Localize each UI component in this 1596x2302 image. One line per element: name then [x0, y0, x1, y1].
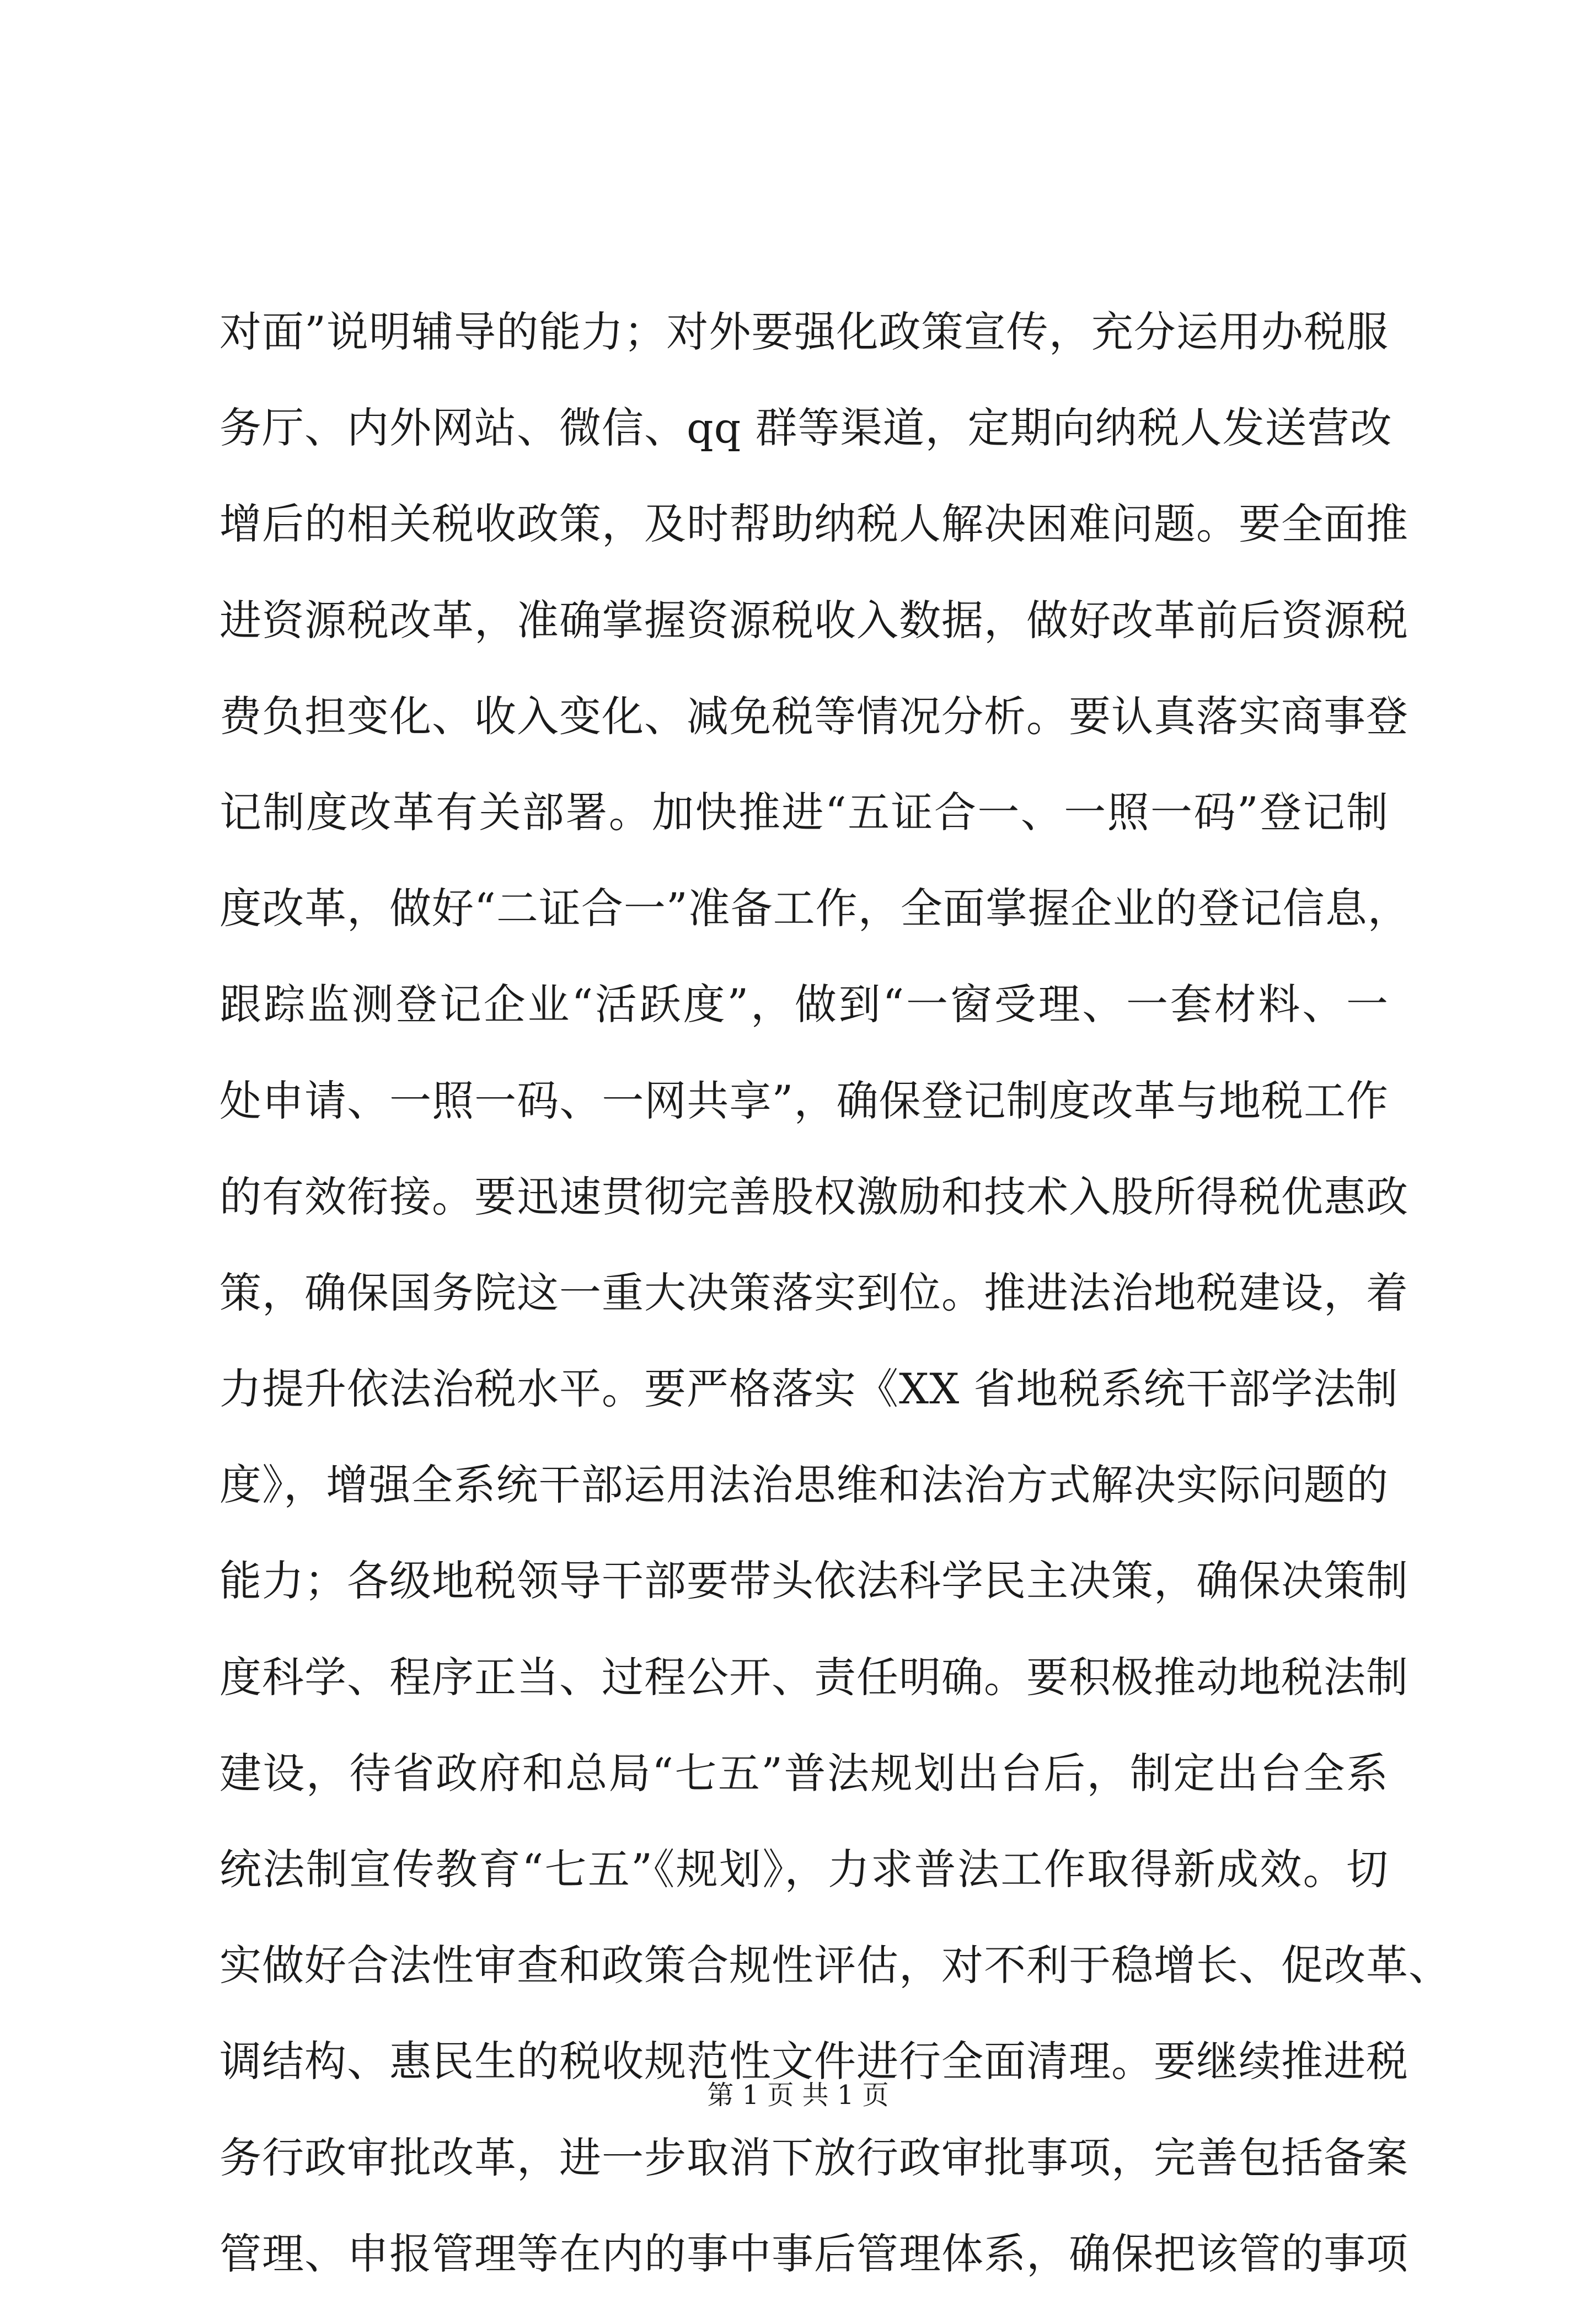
text-line-5: 费负担变化、收入变化、减免税等情况分析。要认真落实商事登 — [219, 691, 1408, 741]
text-line-4: 进资源税改革，准确掌握资源税收入数据，做好改革前后资源税 — [219, 595, 1408, 645]
text-line-6: 记制度改革有关部署。加快推进“五证合一、一照一码”登记制 — [219, 787, 1389, 837]
text-line-8: 跟踪监测登记企业“活跃度”，做到“一窗受理、一套材料、一 — [219, 980, 1389, 1029]
text-line-20: 务行政审批改革，进一步取消下放行政审批事项，完善包括备案 — [219, 2133, 1408, 2182]
text-line-19: 调结构、惠民生的税收规范性文件进行全面清理。要继续推进税 — [219, 2037, 1408, 2086]
text-line-17: 统法制宣传教育“七五”《规划》，力求普法工作取得新成效。切 — [219, 1845, 1389, 1894]
text-line-10: 的有效衔接。要迅速贯彻完善股权激励和技术入股所得税优惠政 — [219, 1172, 1408, 1221]
text-line-9: 处申请、一照一码、一网共享”，确保登记制度改革与地税工作 — [219, 1076, 1389, 1125]
page-number-footer: 第 1 页 共 1 页 — [707, 2080, 889, 2111]
text-line-3: 增后的相关税收政策，及时帮助纳税人解决困难问题。要全面推 — [219, 499, 1408, 549]
text-line-14: 能力；各级地税领导干部要带头依法科学民主决策，确保决策制 — [219, 1556, 1408, 1606]
text-line-21: 管理、申报管理等在内的事中事后管理体系，确保把该管的事项 — [219, 2229, 1408, 2278]
text-line-13: 度》，增强全系统干部运用法治思维和法治方式解决实际问题的 — [219, 1460, 1389, 1510]
text-line-12: 力提升依法治税水平。要严格落实《XX 省地税系统干部学法制 — [219, 1364, 1399, 1414]
text-line-7: 度改革，做好“二证合一”准备工作，全面掌握企业的登记信息， — [219, 884, 1410, 933]
text-line-11: 策，确保国务院这一重大决策落实到位。推进法治地税建设，着 — [219, 1268, 1408, 1317]
text-line-15: 度科学、程序正当、过程公开、责任明确。要积极推动地税法制 — [219, 1652, 1408, 1702]
text-line-2: 务厅、内外网站、微信、qq 群等渠道，定期向纳税人发送营改 — [219, 403, 1393, 453]
body-paragraph — [219, 284, 1451, 2302]
text-line-16: 建设，待省政府和总局“七五”普法规划出台后，制定出台全系 — [219, 1748, 1389, 1798]
text-line-18: 实做好合法性审查和政策合规性评估，对不利于稳增长、促改革、 — [219, 1941, 1451, 1990]
text-line-1: 对面”说明辅导的能力；对外要强化政策宣传，充分运用办税服 — [219, 307, 1389, 356]
